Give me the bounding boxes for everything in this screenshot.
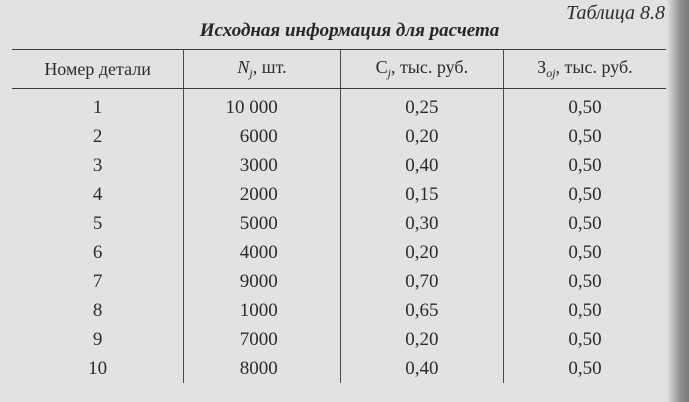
table-row [12, 151, 666, 180]
page-edge-shadow [667, 0, 689, 402]
table-title: Исходная информация для расчета [199, 20, 500, 41]
cell-cost: 0,40 [340, 354, 503, 383]
cell-cost: 0,25 [340, 89, 503, 123]
cell-cost: 0,70 [340, 267, 503, 296]
cell-quantity: 6000 [184, 122, 341, 151]
header-quantity-subscript: j [249, 66, 253, 80]
cell-quantity: 2000 [184, 180, 341, 209]
cell-quantity: 5000 [184, 209, 341, 238]
header-cost-unit: , тыс. руб. [390, 57, 469, 77]
cell-cost: 0,20 [340, 122, 503, 151]
cell-cost: 0,40 [340, 151, 503, 180]
cell-quantity: 8000 [184, 354, 341, 383]
cell-part: 3 [12, 151, 184, 180]
header-cost-symbol: C [375, 57, 388, 77]
header-part-number-label: Номер детали [44, 58, 151, 79]
cell-cost: 0,20 [340, 325, 503, 354]
cell-expense: 0,50 [503, 122, 666, 151]
cell-expense: 0,50 [503, 238, 666, 267]
table-header-row [12, 50, 666, 89]
table-row [12, 267, 666, 296]
header-expense [503, 50, 666, 89]
cell-part: 4 [12, 180, 184, 209]
cell-expense: 0,50 [503, 325, 666, 354]
cell-part: 2 [12, 122, 184, 151]
header-quantity [184, 50, 341, 89]
table-row [12, 89, 666, 123]
cell-part: 5 [12, 209, 184, 238]
table-row [12, 238, 666, 267]
cell-quantity: 7000 [184, 325, 341, 354]
cell-expense: 0,50 [503, 180, 666, 209]
table-row [12, 325, 666, 354]
header-quantity-symbol: N [237, 57, 250, 77]
header-cost [340, 50, 503, 89]
cell-quantity: 1000 [184, 296, 341, 325]
cell-expense: 0,50 [503, 209, 666, 238]
cell-quantity: 4000 [184, 238, 341, 267]
cell-part: 9 [12, 325, 184, 354]
cell-expense: 0,50 [503, 151, 666, 180]
cell-quantity: 9000 [184, 267, 341, 296]
cell-part: 10 [12, 354, 184, 383]
header-part-number [12, 50, 184, 89]
data-table [12, 49, 666, 383]
table-number: Таблица 8.8 [566, 2, 665, 24]
header-expense-symbol: З [537, 57, 547, 77]
cell-expense: 0,50 [503, 89, 666, 123]
table-row [12, 180, 666, 209]
cell-quantity: 10 000 [184, 89, 341, 123]
table-row [12, 209, 666, 238]
cell-expense: 0,50 [503, 296, 666, 325]
cell-expense: 0,50 [503, 354, 666, 383]
cell-cost: 0,30 [340, 209, 503, 238]
header-quantity-unit: , шт. [252, 57, 287, 77]
cell-part: 1 [12, 89, 184, 123]
header-expense-unit: , тыс. руб. [555, 57, 633, 77]
header-cost-subscript: j [387, 66, 391, 80]
cell-part: 7 [12, 267, 184, 296]
table-row [12, 122, 666, 151]
table-row [12, 296, 666, 325]
header-expense-subscript: oj [546, 66, 556, 80]
cell-part: 6 [12, 238, 184, 267]
cell-part: 8 [12, 296, 184, 325]
cell-cost: 0,15 [340, 180, 503, 209]
cell-quantity: 3000 [184, 151, 341, 180]
cell-cost: 0,20 [340, 238, 503, 267]
cell-cost: 0,65 [340, 296, 503, 325]
table-row [12, 354, 666, 383]
cell-expense: 0,50 [503, 267, 666, 296]
